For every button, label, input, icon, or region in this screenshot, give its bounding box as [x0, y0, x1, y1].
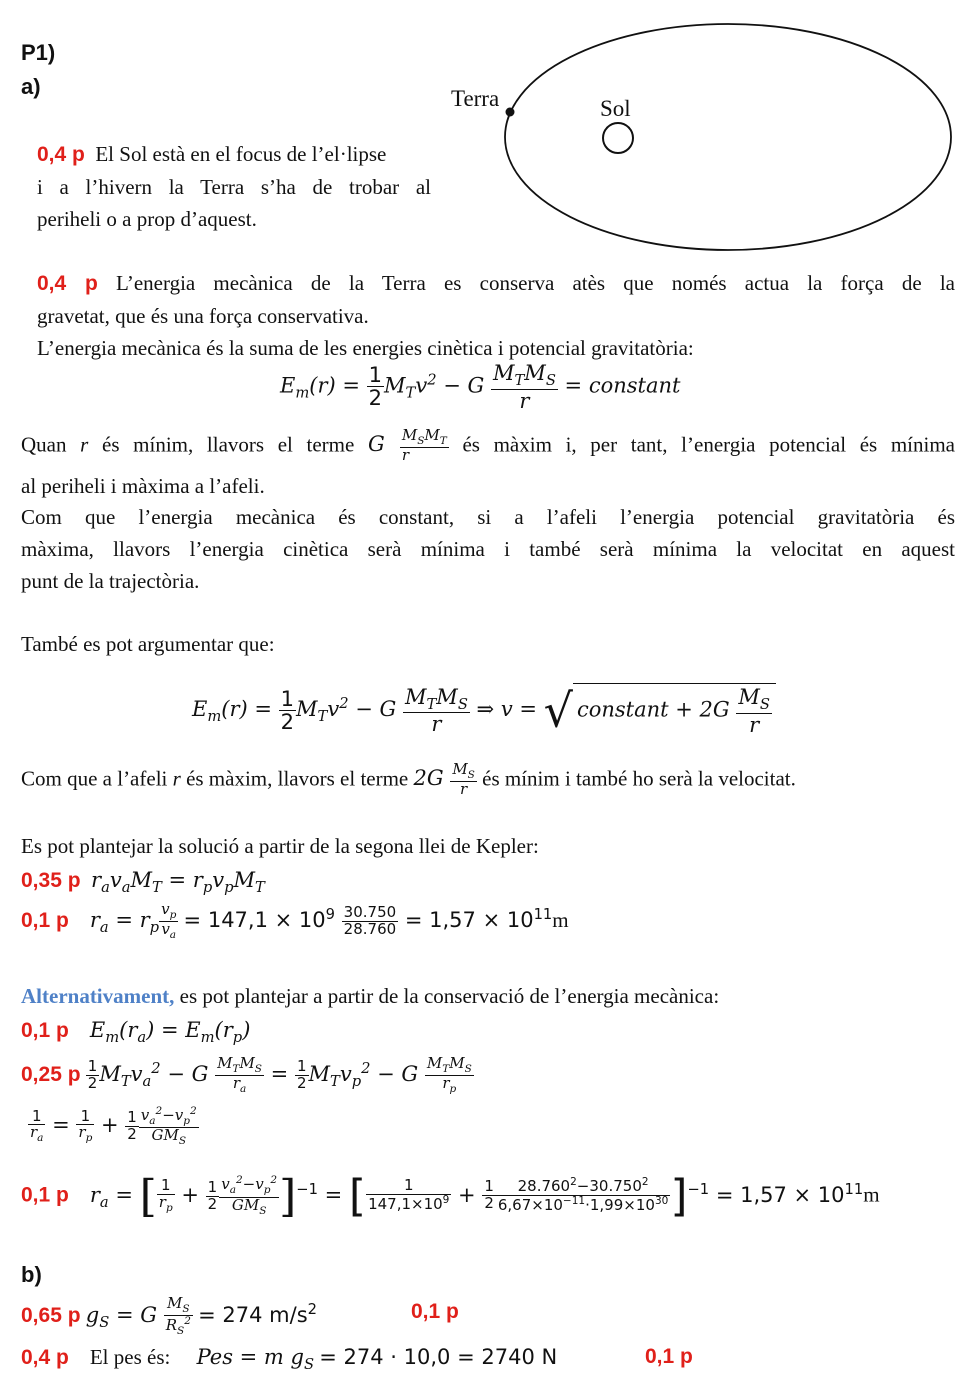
points-badge: 0,65 p [21, 1304, 81, 1328]
paragraph-potential-term [21, 428, 955, 502]
exponent: 9 [442, 1194, 450, 1206]
text-line: i a l’hivern la Terra s’ha de trobar al [37, 175, 431, 199]
points-badge: 0,4 p [37, 143, 85, 166]
text-line: L’energia mecànica és la suma de les energies cinètica i potencial gravitatòria: [37, 336, 694, 360]
equation-inverse-ra: $\frac{1}{r_a}$ = $\frac{1}{r_p}$ + $\frac{1}{2}$ $\frac{v_a^2-v_p^2}{GM_S}$ [30, 1105, 197, 1148]
fraction-denominator: 28.760 [343, 919, 397, 938]
value-ms: 1,99×10 [589, 1196, 655, 1214]
unit: m [552, 908, 569, 933]
value-vp: 30.750 [589, 1177, 642, 1196]
equation-kepler: 0,35 p $r_av_aM_T = r_pv_pM_T$ [21, 868, 265, 897]
equation-velocity: $E_m(r)$ = $\frac{1}{2}$ $M_Tv^2 - G$ $\frac{M_TM_S}{r}$ ⇒ v = √ constant + 2G $\frac{M_S}{r}$ [192, 683, 776, 738]
equation-mechanical-energy: $E_m(r)$ = $\frac{1}{2}$ $M_Tv^2 - G$ $\frac{M_TM_S}{r}$ = constant [280, 361, 681, 413]
eq-constant: constant [576, 697, 669, 722]
alt-label: Alternativament, [21, 984, 175, 1008]
inline-term: G $\frac{M_SM_T}{r}$ [367, 426, 447, 465]
exponent: 9 [325, 906, 335, 924]
text-span: Quan [21, 432, 67, 457]
points-badge: 0,1 p [645, 1345, 693, 1368]
points-badge: 0,1 p [21, 909, 69, 933]
text-span: és màxim, llavors el terme [186, 766, 409, 791]
orbit-diagram [440, 15, 960, 260]
text-line: gravetat, que és una força conservativa. [37, 304, 369, 328]
earth-marker [506, 108, 515, 117]
exponent: 11 [844, 1180, 864, 1198]
text-span: Com que a l’afeli [21, 766, 168, 791]
text-also-argue: També es pot argumentar que: [21, 632, 275, 656]
text-line: Com que l’energia mecànica és constant, si a l’afeli l’energia potencial gravitatòria és [21, 505, 955, 529]
equation-kepler-result: 0,1 p $r_a = r_p$ $\frac{v_p}{v_a}$ = $147,1 \times 10^9$ $\frac{30.750}{28.760}$ = $1,57 \times 10^{11}m$ [21, 900, 569, 942]
text-span: és mínim, llavors el terme [102, 432, 355, 457]
variable-r: r [80, 432, 89, 457]
equation-alt-result: 0,1 p $r_a$ = [ $\frac{1}{r_p}$ + $\frac{1}{2}$ $\frac{v_a^2-v_p^2}{GM_S}$ ]$^{-1}$ = [ $\frac{1}{147,1\times 10^9}$ + $\frac{1}{2}$ $\frac{28.760^2-30.750^2}{6,67\times 10^{-11}\cdot 1,99\times 10^{30}}$ ]$^{-1} = 1,57 \times 10^{11}m$ [21, 1170, 880, 1222]
points-badge: 0,1 p [21, 1183, 69, 1207]
equation-energy-equal: 0,1 p $E_m(r_a) = E_m(r_p)$ [21, 1018, 251, 1047]
text-span: es pot plantejar a partir de la conservació de l’energia mecànica: [179, 984, 720, 1008]
result-value: = 1,57 × 10 [404, 908, 534, 933]
result-value: = 274 m/s [198, 1303, 308, 1328]
result-value: = 274 · 10,0 = 2740 N [319, 1345, 558, 1369]
variable-r: r [172, 766, 181, 791]
eq-constant: constant [588, 373, 681, 398]
text-line: punt de la trajectòria. [21, 569, 200, 593]
label-sol: Sol [600, 96, 631, 121]
text-line: al periheli i màxima a l’afeli. [21, 473, 265, 498]
sun-marker [603, 123, 633, 153]
paragraph-energy-conservation [37, 267, 955, 364]
paragraph-sun-focus [37, 138, 431, 235]
text-span: El pes és: [89, 1345, 171, 1369]
text-aphelion-max: Com que a l’afeli r és màxim, llavors el terme 2G $\frac{M_S}{r}$ és mínim i també ho serà la velocitat. [21, 760, 796, 799]
text-line: L’energia mecànica de la Terra es conserva atès que només actua la força de la [115, 271, 955, 295]
exponent: 11 [533, 906, 553, 924]
text-line: periheli o a prop d’aquest. [37, 207, 257, 231]
points-badge: 0,35 p [21, 869, 81, 892]
value-va: 28.760 [517, 1177, 571, 1196]
text-line: màxima, llavors l’energia cinètica serà mínima i també serà mínima la velocitat en aquest [21, 537, 955, 561]
equation-weight: 0,4 p El pes és: Pes = m $g_S = 274 \cdot 10,0 = 2740$ N [21, 1345, 558, 1374]
exponent: 30 [654, 1195, 669, 1207]
label-terra: Terra [451, 86, 500, 111]
equation-surface-gravity: 0,65 p $g_S = G$ $\frac{M_S}{R_S^2}$ = 274 $m/s^2$ [21, 1294, 318, 1338]
exponent: −11 [562, 1195, 586, 1207]
text-line: El Sol està en el focus de l’el·lipse [95, 142, 387, 166]
equation-energy-expanded: 0,25 p $\frac{1}{2}$ $M_Tv_a^2 - G$ $\frac{M_TM_S}{r_a}$ = $\frac{1}{2}$ $M_Tv_p^2 - G$ $\frac{M_TM_S}{r_p}$ [21, 1054, 472, 1096]
text-span: és mínim i també ho serà la velocitat. [482, 766, 796, 791]
part-b-label: b) [21, 1262, 42, 1287]
text-span: és màxim i, per tant, l’energia potencial és mínima [462, 432, 955, 457]
value-rp: 147,1×10 [368, 1195, 443, 1213]
points-badge: 0,4 p [21, 1346, 69, 1369]
part-a-label: a) [21, 74, 41, 99]
text-alternatively [21, 984, 719, 1009]
paragraph-aphelion [21, 501, 955, 597]
value-g: 6,67×10 [497, 1196, 563, 1214]
orbit-ellipse [505, 24, 951, 250]
unit: m [863, 1182, 880, 1207]
value-rp: 147,1 × 10 [207, 908, 326, 933]
text-kepler-intro: Es pot plantejar la solució a partir de la segona llei de Kepler: [21, 834, 539, 858]
points-badge: 0,1 p [411, 1300, 459, 1323]
problem-heading: P1) [21, 40, 56, 65]
fraction-numerator: 30.750 [343, 902, 397, 921]
points-badge: 0,1 p [21, 1019, 69, 1042]
points-badge: 0,25 p [21, 1063, 81, 1087]
points-badge: 0,4 p [37, 272, 98, 295]
result-value: = 1,57 × 10 [715, 1182, 845, 1207]
